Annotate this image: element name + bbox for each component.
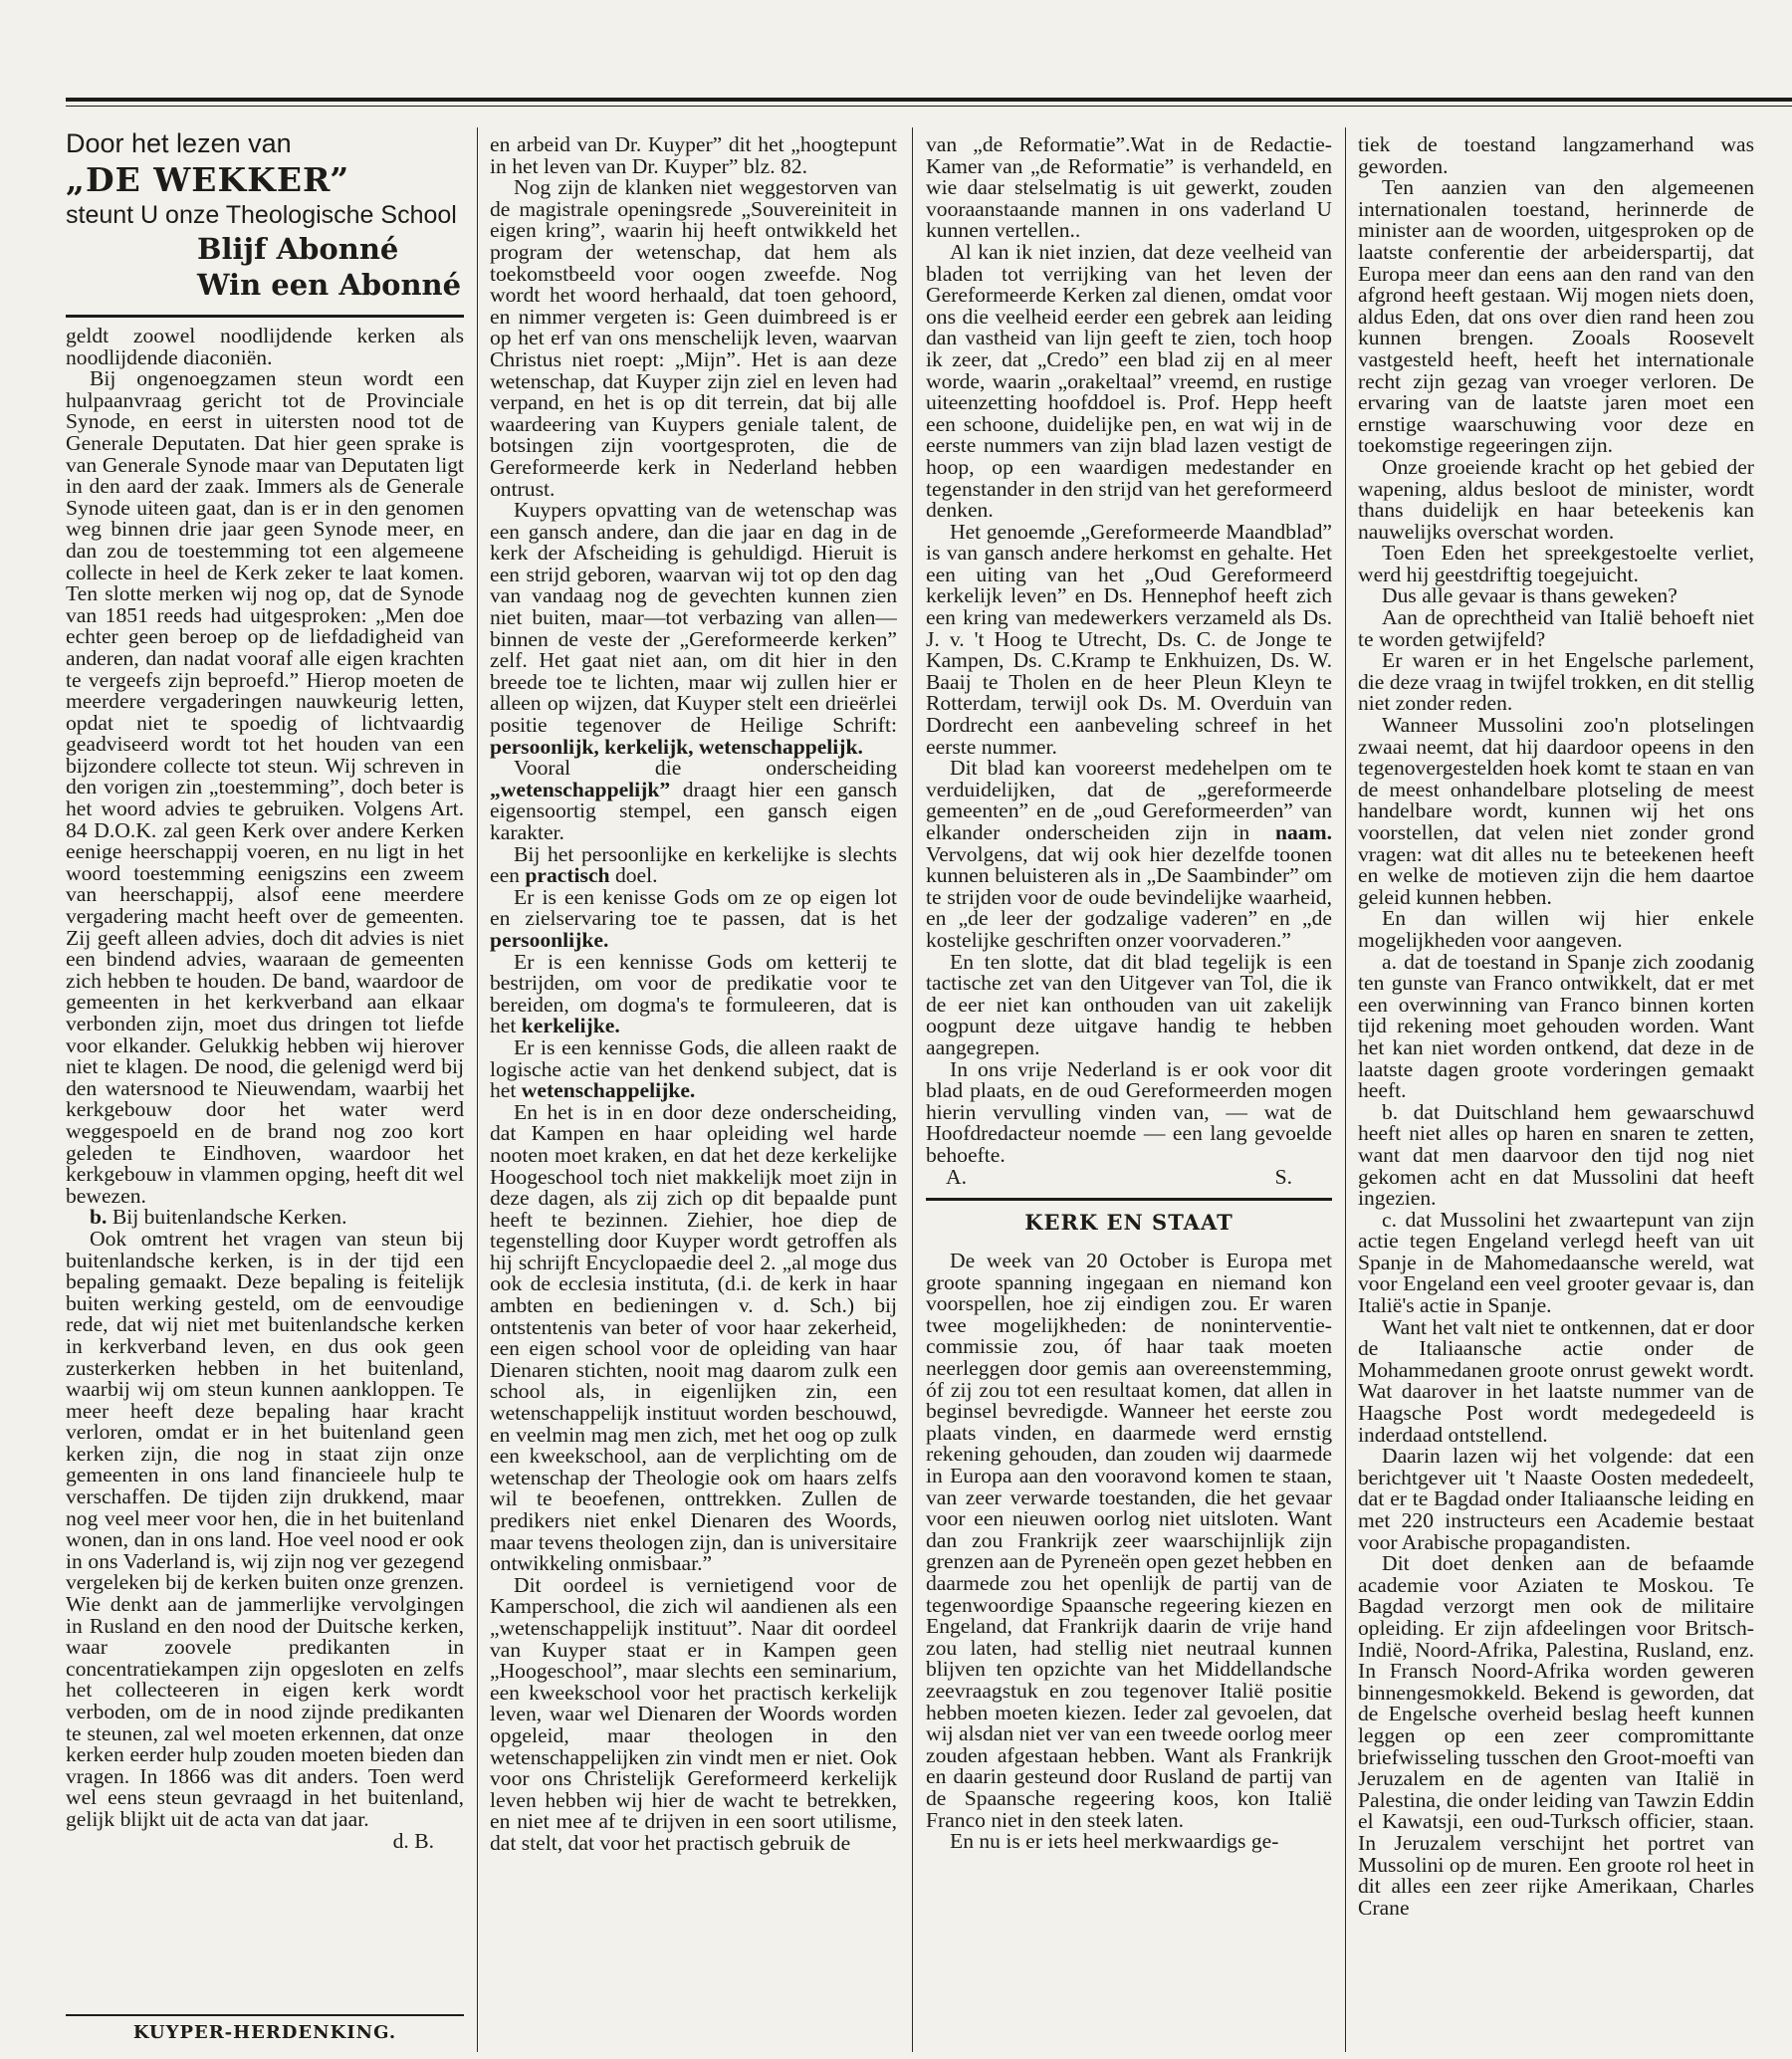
paragraph: Dit doet denken aan de befaamde academie voor Aziaten te Moskou. Te Bagdad verzorgt men ook de militaire opleiding. Er zijn afdeelingen voor Britsch-Indië, Noord-Afrika, Palestina, Rusland, enz. In Fransch Noord-Afrika worden geweren binnengesmokkeld. Bekend is geworden, dat de Engelsche overheid beslag heeft kunnen leggen op een zeer compromittante briefwisseling tusschen den Groot-moefti van Jeruzalem en de agenten van Italië in Palestina, die onder leiding van Tawzin Eddin el Kawatsji, een oud-Turksch officier, staan. In Jeruzalem verschijnt het portret van Mussolini op de muren. Een groote rol heet in dit alles een zeer rijke Amerikaan, Charles Crane — [1358, 1551, 1754, 1920]
top-rule — [66, 98, 1792, 102]
paragraph: Want het valt niet te ontkennen, dat er door de Italiaansche actie onder de Mohammedanen groote onrust gewekt wordt. Wat daarover in het laatste nummer van de Haagsche Post wordt medegedeeld is inderdaad ontstellend. — [1358, 1314, 1754, 1447]
paragraph: geldt zoowel noodlijdende kerken als noodlijdende diaconiën. — [66, 324, 464, 369]
paragraph: Bij ongenoegzamen steun wordt een hulpaanvraag gericht tot de Provinciale Synode, en eerst in uitersten nood tot de Generale Deputaten. Dat hier geen sprake is van Generale Synode maar van Deputaten ligt in den aard der zaak. Immers als de Generale Synode uiteen gaat, dan is er in den genomen weg binnen drie jaar geen Synode meer, en dan zou de toestemming tot een algemeene collecte in heel de Kerk zeker te laat komen. Ten slotte merken wij nog op, dat de Synode van 1851 reeds had uitgesproken: „Men doe echter geen beroep op de liefdadigheid van anderen, dan nadat vooraf alle eigen krachten te vergeefs zijn beproefd.” Hierop moeten de meerdere vergaderingen nauwkeurig letten, opdat niet te spoedig of lichtvaardig geadviseerd wordt tot het houden van een bijzondere collecte tot steun. Wij schreven in den vorigen zin „toestemming”, doch beter is het woord advies te gebruiken. Volgens Art. 84 D.O.K. zal geen Kerk over andere Kerken eenige heerschappij voeren, en nu ligt in het woord toestemming eenigszins een zweem van heerschappij, alsof eene meerdere vergadering macht heeft over de gemeenten. Zij geeft alleen advies, doch dit advies is niet een bindend advies, waaraan de gemeenten zich hebben te houden. De band, waardoor de gemeenten in het kerkverband aan elkaar verbonden zijn, moet dus dringen tot liefde voor elkander. Gelukkig hebben wij hierover niet te klagen. De nood, die gelenigd werd bij den watersnood te Nieuwendam, waarbij het kerkgebouw door het water werd weggespoeld en de brand nog zoo kort geleden te Eindhoven, waardoor het kerkgebouw in vlammen opging, heeft dit wel bewezen. — [66, 366, 464, 1208]
promo-rule — [66, 315, 464, 318]
emphasis: practisch — [525, 863, 610, 888]
emphasis: kerkelijke. — [521, 1014, 620, 1038]
column-divider-2 — [912, 127, 913, 2052]
emphasis: naam. — [1275, 820, 1332, 844]
subheading-text: Bij buitenlandsche Kerken. — [107, 1205, 347, 1230]
column-1 — [66, 127, 464, 2052]
paragraph: Dit oordeel is vernietigend voor de Kamperschool, die zich wil aandienen als een „wetenschappelijk instituut”. Naar dit oordeel van Kuyper staat er in Kampen geen „Hoogeschool”, maar slechts een seminarium, een kweekschool voor het practisch kerkelijk leven, waar wel Dienaren der Woords worden opgeleid, maar theologen in den wetenschappelijken zin vindt men er niet. Ook voor ons Christelijk Gereformeerd kerkelijk leven hebben wij hier de wacht te betrekken, en niet mee af te drijven in een soort utilisme, dat stelt, dat voor het practisch gebruik de — [490, 1572, 897, 1855]
emphasis: „wetenschappelijk” — [490, 777, 671, 801]
paragraph: En dan willen wij hier enkele mogelijkheden voor aangeven. — [1358, 906, 1754, 952]
paragraph — [490, 1034, 897, 1103]
signature-right: S. — [1274, 1164, 1292, 1189]
signature-left: A. — [946, 1164, 967, 1189]
paragraph: Het genoemde „Gereformeerde Maandblad” is van gansch andere herkomst en gehalte. Het een uiting van het „Oud Gereformeerd kerkelijk leven” en Ds. Hennephof heeft zich een kring van medewerkers verzameld als Ds. J. v. 't Hoog te Utrecht, Ds. C. de Jonge te Kampen, Ds. C.Kramp te Enkhuizen, Ds. W. Baaij te Tholen en de heer Pleun Kleyn te Rotterdam, terwijl ook Ds. M. Overduin van Dordrecht een aanbeveling schreef in het eerste nummer. — [926, 519, 1332, 759]
paragraph: b. dat Duitschland hem gewaarschuwd heeft niet alles op haren en snaren te zetten, want dat men daarvoor den tijd nog niet gekomen acht en dat Mussolini dat heeft ingezien. — [1358, 1099, 1754, 1211]
text: Dit blad kan vooreerst medehelpen om te verduidelijken, dat de „gereformeerde gemeenten” en de „oud Gereformeerden” van elkander onderscheiden zijn in — [926, 756, 1332, 844]
subheading-label: b. — [90, 1205, 108, 1230]
text: Vervolgens, dat wij ook hier dezelfde toonen kunnen beluisteren als in „De Saambinder” om te strijden voor de oude bevindelijke waarheid, en „de leer der godzalige vaderen” en „de kostelijke geschriften onzer voorvaderen.” — [926, 841, 1332, 952]
kuyper-heading: KUYPER-HERDENKING. — [132, 2022, 397, 2043]
paragraph: Nog zijn de klanken niet weggestorven van de magistrale openingsrede „Souvereiniteit in eigen kring”, waarin hij heeft ontwikkeld het program der wetenschap, dat hem als toekomstbeeld voor oogen zweefde. Nog wordt het woord herhaald, dat toen gehoord, en nimmer vergeten is: Geen duimbreed is er op het erf van ons menschelijk leven, waarvan Christus niet roept: „Mijn”. Het is aan deze wetenschap, dat Kuyper zijn ziel en leven had verpand, en het is op dit terrein, dat bij alle waardeering van Kuypers geniale talent, de botsingen zijn voortgesproten, die de Gereformeerde kerk in Nederland hebben ontrust. — [490, 175, 897, 501]
column-divider-3 — [1345, 127, 1346, 2052]
paragraph: Al kan ik niet inzien, dat deze veelheid van bladen tot verrijking van het leven der Gereformeerde Kerken zal dienen, omdat voor ons die veelheid eerder een gebrek aan leiding dan vastheid van lijn geeft te zien, toch hoop ik zeer, dat „Credo” een blad zij en al meer worde, waarin „orakeltaal” vreemd, en rustige uiteenzetting hoofddoel is. Prof. Hepp heeft een schoone, duidelijke pen, en wat wij in de eerste nummers van zijn blad lazen vestigt de hoop, op een waardigen medestander en tegenstander in den strijd van het gereformeerd denken. — [926, 239, 1332, 523]
paragraph: De week van 20 October is Europa met groote spanning ingegaan en niemand kon voorspellen, hoe zij eindigen zou. Er waren twee mogelijkheden: de noninterventie-commissie zou, óf haar taak moeten neerleggen door gemis aan overeenstemming, óf zij zou tot een resultaat komen, dat allen in beginsel bevredigde. Wanneer het eerste zou plaats vinden, en daarmede werd ernstig rekening gehouden, dan zouden wij daarmede in Europa aan den vooravond komen te staan, van zeer verwarde toestanden, die het gevaar voor een nieuwen oorlog niet uitsloten. Want dan zou Frankrijk zeer waarschijnlijk zijn grenzen aan de Pyreneën open gezet hebben en daarmede zou het openlijk de partij van de tegenwoordige Spaansche regeering kiezen en Engeland, dat Frankrijk daarin de vrije hand zou laten, had stellig niet neutraal kunnen blijven ten opzichte van het Middellandsche zeevraagstuk en zou tegenover Italië positie hebben moeten kiezen. Ieder zal gevoelen, dat wij alsdan niet ver van een tweede oorlog meer zouden afgestaan hebben. Want als Frankrijk en daarin gesteund door Rusland de partij van de Spaansche regeering koos, kon Italië Franco niet in den steek laten. — [926, 1249, 1332, 1832]
promo-line-5: Win een Abonné — [197, 268, 462, 302]
column-4 — [1358, 134, 1754, 2059]
text: Er is een kennisse Gods, die alleen raakt de logische actie van het denkend subject, dat is het — [490, 1034, 897, 1103]
emphasis: persoonlijk, kerkelijk, wetenschappelijk. — [490, 734, 863, 759]
paragraph: En het is in en door deze onderscheiding, dat Kampen en haar opleiding wel harde nooten moet kraken, en dat het deze kerkelijke Hoogeschool toch niet makkelijk moet zijn in deze dagen, als zij zich op dit bepaalde punt heeft te bezinnen. Ziehier, hoe diep de tegenstelling door Kuyper wordt getroffen als hij schrijft Encyclopaedie deel 2. „al moge dus ook de ecclesia instituta, (d.i. de kerk in haar ambten en bedieningen v. d. Sch.) bij ontstentenis van beter of voor haar zekerheid, een eigen school voor de opleiding van haar Dienaren stichten, nooit mag daarom zulk een school als, in eigenlijken zin, een wetenschappelijk instituut worden beschouwd, en veelmin mag men zich, met het oog op zulk een kweekschool, aan de verplichting om de wetenschap der Theologie ook om haars zelfs wil te beoefenen, onttrekken. Zullen de predikers niet enkel Dienaren des Woords, maar tevens theologen zijn, dan is universitaire ontwikkeling onmisbaar.” — [490, 1099, 897, 1576]
column-2 — [490, 134, 897, 2059]
paragraph — [490, 949, 897, 1038]
heading-rule — [66, 2014, 464, 2016]
paragraph: a. dat de toestand in Spanje zich zoodanig ten gunste van Franco ontwikkelt, dat er met een overwinning van Franco binnen korten tijd rekening moet gehouden worden. Want het kan niet worden ontkend, dat deze in de laatste dagen groote vorderingen gemaakt heeft. — [1358, 949, 1754, 1103]
paragraph — [490, 500, 897, 758]
text: Bij het persoonlijke en kerkelijke is slechts een — [490, 841, 897, 888]
signature: d. B. — [392, 1828, 434, 1853]
subscription-promo — [66, 127, 464, 303]
text: draagt hier een gansch eigensoortig stempel, een gansch eigen karakter. — [490, 777, 897, 844]
paragraph: Dus alle gevaar is thans geweken? — [1382, 583, 1678, 608]
text: Vooral die onderscheiding — [514, 756, 897, 781]
paragraph: c. dat Mussolini het zwaartepunt van zijn actie tegen Engeland verlegd heeft van uit Spanje in de Mahomedaansche wereld, wat voor Engeland een veel grooter gevaar is, dan Italië's actie in Spanje. — [1358, 1207, 1754, 1318]
emphasis: wetenschappelijke. — [521, 1078, 696, 1103]
paragraph: En ten slotte, dat dit blad tegelijk is een tactische zet van den Uitgever van Tol, die ik de eer niet kan onthouden van uit zakelijk oogpunt deze uitgave handig te hebben aangegrepen. — [926, 949, 1332, 1059]
promo-line-4: Blijf Abonné — [197, 232, 399, 266]
paragraph — [490, 841, 897, 888]
paragraph: tiek de toestand langzamerhand was geworden. — [1358, 134, 1754, 178]
top-rule-thin — [66, 106, 1792, 107]
promo-line-3: steunt U onze Theologische School — [66, 201, 457, 229]
paragraph: Ook omtrent het vragen van steun bij buitenlandsche kerken, is in der tijd een bepaling gemaakt. Deze bepaling is feitelijk buiten werking gesteld, om de eenvoudige rede, dat wij niet met buitenlandsche kerken in kerkverband leven, en dus ook geen zusterkerken hebben in het buitenland, waarbij wij om steun kunnen aankloppen. Te meer heeft deze bepaling haar kracht verloren, omdat er in het buitenland geen kerken zijn, die nog in staat zijn onze gemeenten in ons land financieele hulp te verschaffen. De tijden zijn drukkend, maar nog veel meer voor hen, die in het buitenland wonen, dan in ons land. Hoe veel nood er ook in ons Vaderland is, wij zijn nog ver gezegend vergeleken bij de kerken buiten onze grenzen. Wie denkt aan de jammerlijke vervolgingen in Rusland en den nood der Duitsche kerken, waar zoovele predikanten in concentratiekampen zijn opgesloten en zelfs het collecteeren in eigen kerk wordt verboden, om de in nood zijnde predikanten te steunen, zal wel moeten erkennen, dat onze kerken eerder hulp zouden moeten bieden dan vragen. In 1866 was dit anders. Toen werd wel eens steun gevraagd in het buitenland, gelijk blijkt uit de acta van dat jaar. — [66, 1226, 464, 1831]
paragraph: Aan de oprechtheid van Italië behoeft niet te worden getwijfeld? — [1358, 605, 1754, 651]
heading-rule — [926, 1198, 1332, 1201]
promo-line-1: Door het lezen van — [66, 128, 292, 158]
signature — [926, 1164, 1332, 1189]
emphasis: persoonlijke. — [490, 927, 609, 952]
paragraph: En nu is er iets heel merkwaardigs ge- — [950, 1829, 1279, 1854]
paragraph: Er waren er in het Engelsche parlement, die deze vraag in twijfel trokken, en dit stellig niet zonder reden. — [1358, 648, 1754, 716]
kerk-en-staat-section — [926, 1198, 1332, 1237]
paragraph: Daarin lazen wij het volgende: dat een berichtgever uit 't Naaste Oosten mededeelt, dat er te Bagdad onder Italiaansche leiding en met 220 instructeurs een Academie bestaat voor Arabische propagandisten. — [1358, 1444, 1754, 1554]
paragraph: van „de Reformatie”.Wat in de Redactie-Kamer van „de Reformatie” is verhandeld, en wie daar stelselmatig is uit gewerkt, zouden vooraanstaande mannen in ons vaderland U kunnen vertellen.. — [926, 134, 1332, 243]
paragraph: en arbeid van Dr. Kuyper” dit het „hoogtepunt in het leven van Dr. Kuyper” blz. 82. — [490, 134, 897, 178]
column-divider-1 — [477, 127, 478, 2052]
text: Er is een kenisse Gods om ze op eigen lot en zielservaring toe te passen, dat is het — [490, 884, 897, 931]
kerk-en-staat-heading: KERK EN STAAT — [1024, 1210, 1233, 1236]
paragraph — [490, 758, 897, 843]
paragraph: Toen Eden het spreekgestoelte verliet, werd hij geestdriftig toegejuicht. — [1358, 541, 1754, 586]
text: Kuypers opvatting van de wetenschap was een gansch andere, dan die jaar en dag in de kerk der Afscheiding is gehuldigd. Hieruit is een strijd geboren, waarvan wij tot op den dag van vandaag nog de gevechten kunnen zien niet buiten, maar—tot verbazing van allen—binnen de veste der „Gereformeerde kerken” zelf. Het gaat niet aan, om dit hier in den breede toe te lichten, maar wij zullen hier er alleen op wijzen, dat Kuyper stelt een drieërlei positie tegenover de Heilige Schrift: — [490, 498, 897, 738]
subheading — [66, 1207, 464, 1229]
column-3 — [926, 134, 1332, 2059]
paragraph — [926, 758, 1332, 951]
text: doel. — [609, 863, 658, 888]
next-article-heading — [66, 2014, 464, 2044]
paragraph — [490, 884, 897, 952]
promo-title: „DE WEKKER” — [66, 160, 350, 199]
paragraph: Ten aanzien van den algemeenen internationalen toestand, herinnerde de minister aan de woorden, uitgesproken op de laatste conferentie der arbeiderspartij, dat Europa meer dan eens aan den rand van den afgrond heeft gestaan. Wij mogen niets doen, aldus Eden, dat ons over dien rand heen zou kunnen brengen. Zooals Roosevelt vastgesteld heeft, heeft het internationale recht zijn gezag van vroeger verloren. De ervaring van de laatste jaren moet een ernstige waarschuwing voor deze en toekomstige regeeringen zijn. — [1358, 175, 1754, 458]
text: Er is een kennisse Gods om ketterij te bestrijden, om voor de predikatie voor te bereiden, om dogma's te formuleeren, dat is het — [490, 949, 897, 1038]
paragraph: Wanneer Mussolini zoo'n plotselingen zwaai neemt, dat hij daardoor opeens in den tegenovergestelden hoek komt te staan en van de meest onhandelbare plotseling de meest handelbare wordt, kunnen wij het ons voorstellen, dat velen niet zonder grond vragen: wat dit alles nu te beteekenen heeft en welke de motieven zijn die hem daartoe geleid kunnen hebben. — [1358, 713, 1754, 909]
paragraph: Onze groeiende kracht op het gebied der wapening, aldus besloot de minister, wordt thans duidelijk en haar beteekenis kan nauwelijks overschat worden. — [1358, 454, 1754, 544]
paragraph: In ons vrije Nederland is er ook voor dit blad plaats, en de oud Gereformeerden mogen hierin vervulling vinden van, — wat de Hoofdredacteur noemde — een lang gevoelde behoefte. — [926, 1056, 1332, 1167]
